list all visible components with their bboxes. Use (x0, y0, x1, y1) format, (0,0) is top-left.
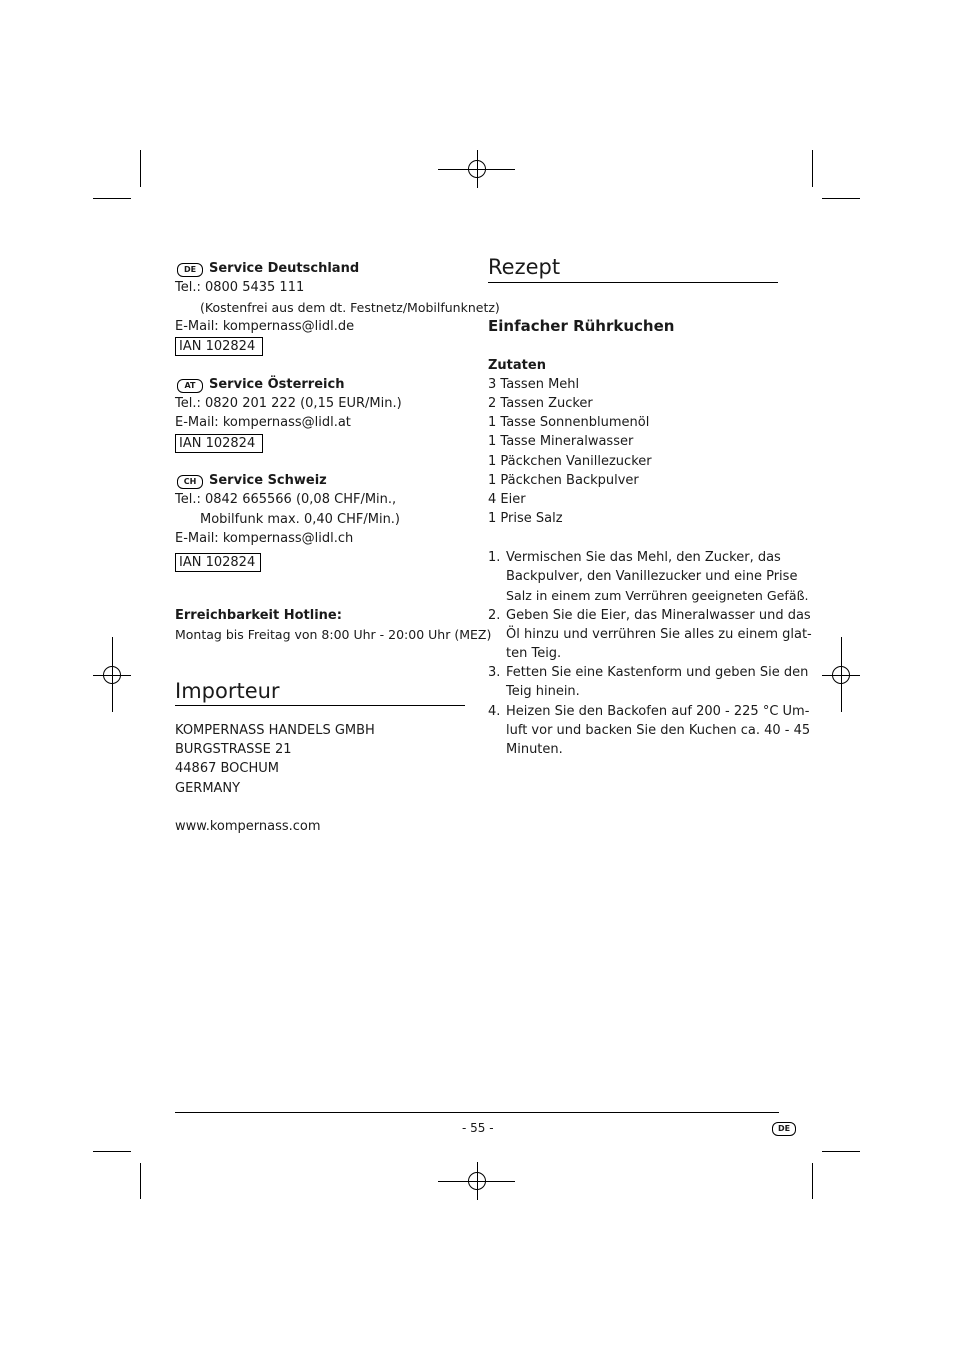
importer-company: KOMPERNASS HANDELS GMBH (175, 723, 375, 738)
step-number: 3. (488, 665, 501, 680)
service-germany-tel: Tel.: 0800 5435 111 (175, 280, 305, 295)
ian-box-at: IAN 102824 (175, 434, 263, 453)
ingredient-item: 1 Päckchen Vanillezucker (488, 454, 652, 469)
recipe-heading-rule (488, 282, 778, 283)
step-line: Heizen Sie den Backofen auf 200 - 225 °C Um- (506, 704, 810, 719)
recipe-subheading: Einfacher Rührkuchen (488, 317, 675, 335)
page-number: - 55 - (462, 1121, 494, 1135)
importer-street: BURGSTRASSE 21 (175, 742, 292, 757)
step-line: Teig hinein. (506, 684, 580, 699)
service-germany-tel-note: (Kostenfrei aus dem dt. Festnetz/Mobilfunknetz) (200, 300, 500, 315)
flag-de-badge: DE (177, 263, 203, 277)
importer-heading: Importeur (175, 679, 280, 703)
flag-ch-badge: CH (177, 475, 203, 489)
service-austria-title: Service Österreich (209, 377, 345, 392)
service-austria-email: E-Mail: kompernass@lidl.at (175, 415, 351, 430)
ingredient-item: 3 Tassen Mehl (488, 377, 580, 392)
service-germany-email: E-Mail: kompernass@lidl.de (175, 319, 355, 334)
step-line: Backpulver, den Vanillezucker und eine Prise (506, 569, 798, 584)
ingredient-item: 4 Eier (488, 492, 526, 507)
ingredient-item: 1 Tasse Sonnenblumenöl (488, 415, 650, 430)
step-line: Minuten. (506, 742, 563, 757)
step-line: Fetten Sie eine Kastenform und geben Sie den (506, 665, 809, 680)
recipe-heading: Rezept (488, 255, 561, 279)
service-germany-title: Service Deutschland (209, 261, 360, 276)
hotline-title: Erreichbarkeit Hotline: (175, 608, 342, 623)
ingredient-item: 1 Prise Salz (488, 511, 563, 526)
importer-heading-rule (175, 705, 465, 706)
service-austria-tel: Tel.: 0820 201 222 (0,15 EUR/Min.) (175, 396, 402, 411)
service-switzerland-email: E-Mail: kompernass@lidl.ch (175, 531, 354, 546)
step-number: 2. (488, 608, 501, 623)
step-line: Öl hinzu und verrühren Sie alles zu einem glat- (506, 627, 812, 642)
service-switzerland-tel: Tel.: 0842 665566 (0,08 CHF/Min., (175, 492, 397, 507)
step-line: Salz in einem zum Verrühren geeigneten Gefäß. (506, 588, 809, 603)
importer-country: GERMANY (175, 781, 241, 796)
step-line: ten Teig. (506, 646, 562, 661)
ingredient-item: 2 Tassen Zucker (488, 396, 593, 411)
step-line: luft vor und backen Sie den Kuchen ca. 40 - 45 (506, 723, 811, 738)
step-number: 4. (488, 704, 501, 719)
service-switzerland-tel-note: Mobilfunk max. 0,40 CHF/Min.) (200, 512, 401, 527)
ian-box-de: IAN 102824 (175, 337, 263, 356)
step-line: Geben Sie die Eier, das Mineralwasser und das (506, 608, 811, 623)
service-switzerland-title: Service Schweiz (209, 473, 327, 488)
footer-rule (175, 1112, 779, 1113)
ingredients-title: Zutaten (488, 358, 546, 373)
hotline-hours: Montag bis Freitag von 8:00 Uhr - 20:00 Uhr (MEZ) (175, 627, 492, 642)
step-line: Vermischen Sie das Mehl, den Zucker, das (506, 550, 781, 565)
ingredient-item: 1 Tasse Mineralwasser (488, 434, 634, 449)
flag-at-badge: AT (177, 379, 203, 393)
importer-website: www.kompernass.com (175, 819, 321, 834)
step-number: 1. (488, 550, 501, 565)
language-badge: DE (772, 1122, 796, 1136)
ian-box-ch: IAN 102824 (175, 553, 261, 572)
ingredient-item: 1 Päckchen Backpulver (488, 473, 639, 488)
importer-city: 44867 BOCHUM (175, 761, 279, 776)
